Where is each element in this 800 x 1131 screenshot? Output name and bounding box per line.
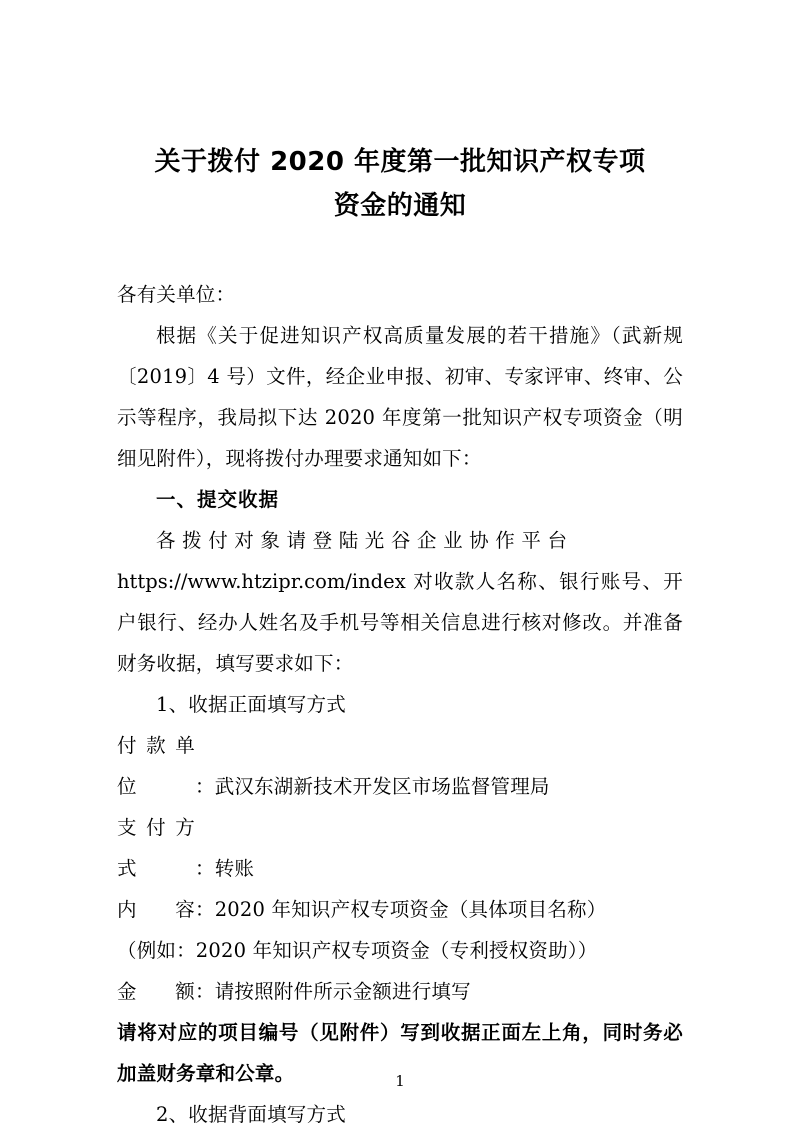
platform-url[interactable]: https://www.htzipr.com/index xyxy=(117,570,406,593)
page-title xyxy=(117,140,683,228)
page-number: 1 xyxy=(395,1072,405,1090)
platform-text-before: 各 拨 付 对 象 请 登 陆 光 谷 企 业 协 作 平 台 xyxy=(156,529,568,552)
section-heading-submit-receipt: 一、提交收据 xyxy=(156,488,280,511)
field-content xyxy=(117,889,683,930)
field-content-label: 内容 xyxy=(117,898,195,921)
title-spacer xyxy=(117,228,683,274)
title-line-1: 关于拨付 2020 年度第一批知识产权专项 xyxy=(154,147,646,177)
salutation: 各有关单位： xyxy=(117,283,236,306)
field-payment-method xyxy=(117,807,683,889)
field-amount-label: 金额 xyxy=(117,980,195,1003)
field-content-example: （例如：2020 年知识产权专项资金（专利授权资助）） xyxy=(117,939,598,962)
paragraph-platform xyxy=(117,520,683,684)
field-payment-method-value: ：转账 xyxy=(195,857,255,880)
list-item-front-side: 1、收据正面填写方式 xyxy=(156,693,346,716)
note-line-2: 同时务必加盖财务章和公章。 xyxy=(117,1021,683,1085)
field-content-value: ：2020 年知识产权专项资金（具体项目名称） xyxy=(195,898,607,921)
field-payment-method-label: 支付方式 xyxy=(117,816,195,880)
list-item-back-side: 2、收据背面填写方式 xyxy=(156,1103,346,1126)
document-body xyxy=(117,140,683,1131)
field-payer-label: 付款单位 xyxy=(117,734,195,798)
field-payer-value: ：武汉东湖新技术开发区市场监督管理局 xyxy=(195,775,550,798)
field-amount xyxy=(117,971,683,1012)
note-line-1: 请将对应的项目编号（见附件）写到收据正面左上角， xyxy=(117,1021,603,1044)
platform-text-after: 对收款人名称、银行账号、开户银行、经办人姓名及手机号等相关信息进行核对修改。并准备财务收据，填写要求如下： xyxy=(117,570,683,675)
field-payer xyxy=(117,725,683,807)
field-amount-value: ：请按照附件所示金额进行填写 xyxy=(195,980,471,1003)
title-line-2: 资金的通知 xyxy=(333,191,467,221)
paragraph-basis: 根据《关于促进知识产权高质量发展的若干措施》（武新规〔2019〕4 号）文件，经企业申报、初审、专家评审、终审、公示等程序，我局拟下达 2020 年度第一批知识产权专项资金（明细见附件），现将拨付办理要求通知如下： xyxy=(117,324,683,470)
